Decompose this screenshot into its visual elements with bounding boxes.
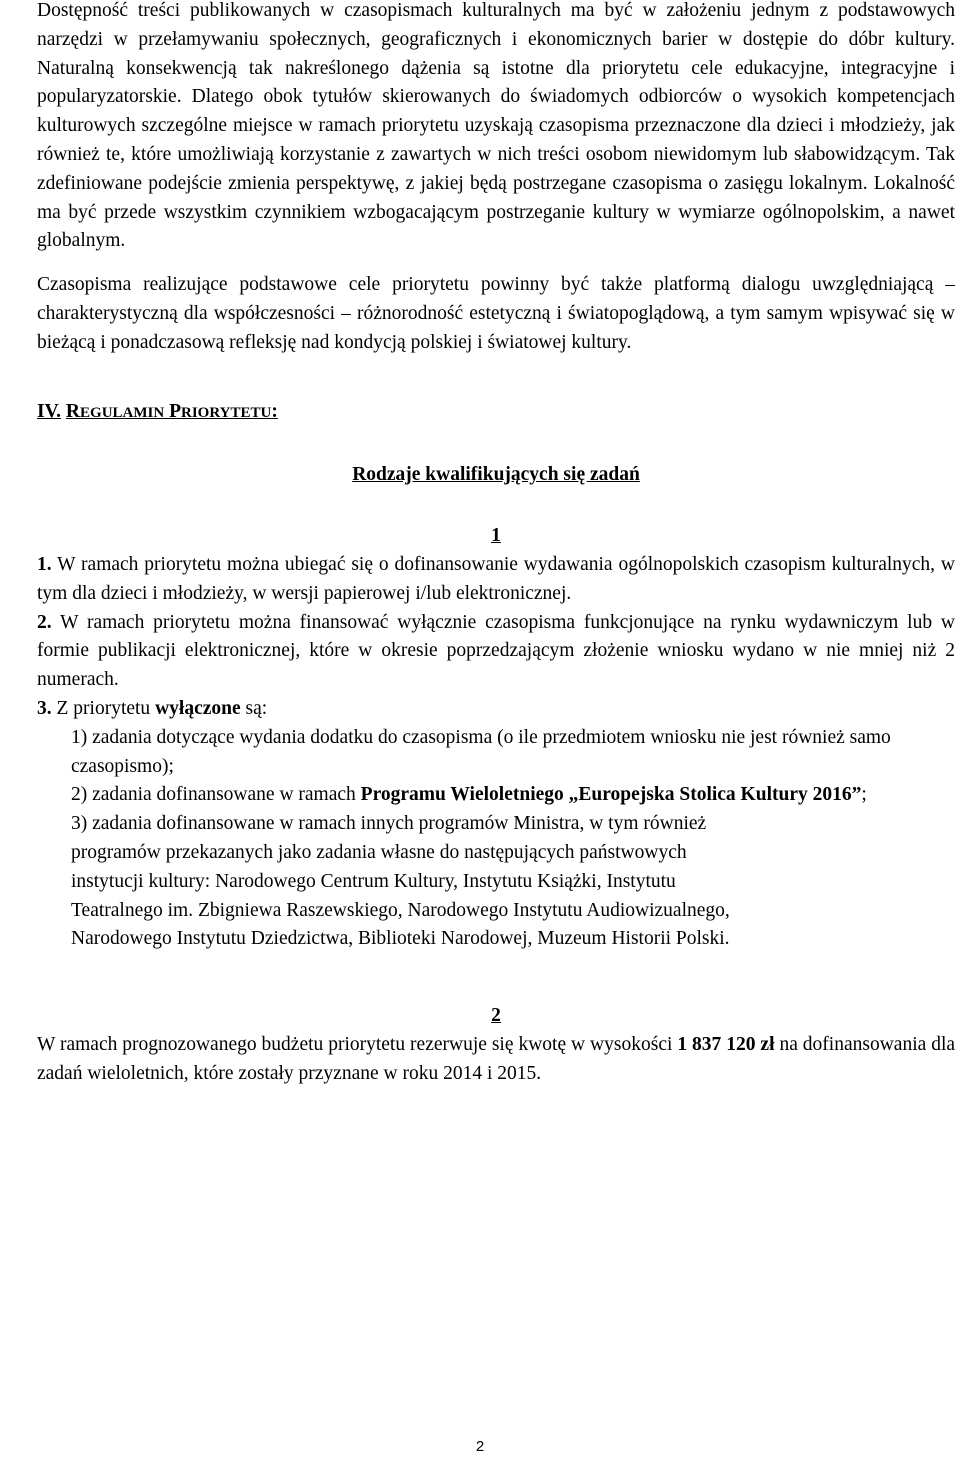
exclusions-list bbox=[37, 724, 955, 954]
exclusion-item-1: 1) zadania dotyczące wydania dodatku do czasopisma (o ile przedmiotem wniosku nie jest również samo czasopismo); bbox=[71, 726, 891, 777]
budget-text-after: na dofinansowania dla zadań wieloletnich, które zostały przyznane w roku 2014 i 2015. bbox=[37, 1033, 956, 1084]
exclusion-line: Teatralnego im. Zbigniewa Raszewskiego, Narodowego Instytutu Audiowizualnego, bbox=[71, 899, 730, 921]
exclusion-line: programów przekazanych jako zadania własne do następujących państwowych bbox=[71, 841, 687, 863]
exclusion-item-3 bbox=[71, 810, 955, 954]
budget-amount: 1 837 120 zł bbox=[677, 1033, 775, 1055]
paragraph-mark-1: 1 bbox=[491, 525, 501, 547]
list-item-text-bold: wyłączone bbox=[155, 697, 241, 719]
section-number: IV. bbox=[37, 400, 62, 422]
document-page bbox=[37, 0, 955, 1089]
page-number: 2 bbox=[475, 1438, 485, 1455]
list-item-text-before: Z priorytetu bbox=[56, 697, 151, 719]
intro-paragraph-2: Czasopisma realizujące podstawowe cele priorytetu powinny być także platformą dialogu uwzględniającą – charakterystyczną dla współczesności – różnorodność estetyczną i światopoglądową, a tym samym wpisywać się w bieżącą i ponadczasową refleksję nad kondycją polskiej i światowej kultury. bbox=[37, 274, 955, 353]
section-title-initial-2: P bbox=[169, 400, 181, 422]
list-item-number: 2. bbox=[37, 611, 52, 633]
list-item-3 bbox=[37, 695, 955, 724]
exclusion-line: instytucji kultury: Narodowego Centrum Kultury, Instytutu Książki, Instytutu bbox=[71, 870, 676, 892]
exclusion-text-bold: Programu Wieloletniego „Europejska Stolica Kultury 2016” bbox=[360, 784, 862, 806]
exclusion-text-after: ; bbox=[861, 784, 867, 806]
list-item-2 bbox=[37, 609, 955, 695]
budget-text-before: W ramach prognozowanego budżetu priorytetu rezerwuje się kwotę w wysokości bbox=[37, 1033, 673, 1055]
section-heading bbox=[37, 398, 955, 428]
list-item-text-after: są: bbox=[245, 697, 268, 719]
section-title-rest-2: RIORYTETU bbox=[180, 404, 272, 421]
section-title-initial-1: R bbox=[65, 400, 81, 422]
section-title-colon: : bbox=[271, 400, 278, 422]
exclusion-text-before: 2) zadania dofinansowane w ramach bbox=[71, 784, 356, 806]
exclusion-line: Narodowego Instytutu Dziedzictwa, Biblioteki Narodowej, Muzeum Historii Polski. bbox=[71, 928, 730, 950]
paragraph-mark-2: 2 bbox=[491, 1005, 501, 1027]
intro-paragraph-1: Dostępność treści publikowanych w czasopismach kulturalnych ma być w założeniu jednym z podstawowych narzędzi w przełamywaniu społecznych, geograficznych i ekonomicznych barier w dostępie do dóbr kultury. Naturalną konsekwencją tak nakreślonego dążenia są istotne dla priorytetu cele edukacyjne, integracyjne i popularyzatorskie. Dlatego obok tytułów skierowanych do świadomych odbiorców o wysokich kompetencjach kulturowych szczególne miejsce w ramach priorytetu uzyskają czasopisma przeznaczone dla dzieci i młodzieży, jak również te, które umożliwiają korzystanie z zawartych w nich treści osobom niewidomym lub słabowidzącym. Tak zdefiniowane podejście zmienia perspektywę, z jakiej będą postrzegane czasopisma o zasięgu lokalnym. Lokalność ma być przede wszystkim czynnikiem wzbogacającym postrzeganie kultury w wymiarze ogólnopolskim, a nawet globalnym. bbox=[37, 0, 955, 252]
list-item-number: 1. bbox=[37, 553, 52, 575]
list-item-number: 3. bbox=[37, 697, 52, 719]
budget-paragraph bbox=[37, 1031, 955, 1089]
section-title-rest-1: EGULAMIN bbox=[80, 404, 165, 421]
list-item-text: W ramach priorytetu można finansować wyłącznie czasopisma funkcjonujące na rynku wydawniczym lub w formie publikacji elektronicznej, które w okresie poprzedzającym złożenie wniosku wydano w nie mniej niż 2 numerach. bbox=[37, 611, 955, 691]
exclusion-line: 3) zadania dofinansowane w ramach innych programów Ministra, w tym również bbox=[71, 813, 707, 835]
list-item-1 bbox=[37, 551, 955, 609]
subheading: Rodzaje kwalifikujących się zadań bbox=[352, 464, 640, 486]
exclusion-item-2 bbox=[71, 781, 955, 810]
list-item-text: W ramach priorytetu można ubiegać się o dofinansowanie wydawania ogólnopolskich czasopism kulturalnych, w tym dla dzieci i młodzieży, w wersji papierowej i/lub elektronicznej. bbox=[37, 553, 955, 604]
